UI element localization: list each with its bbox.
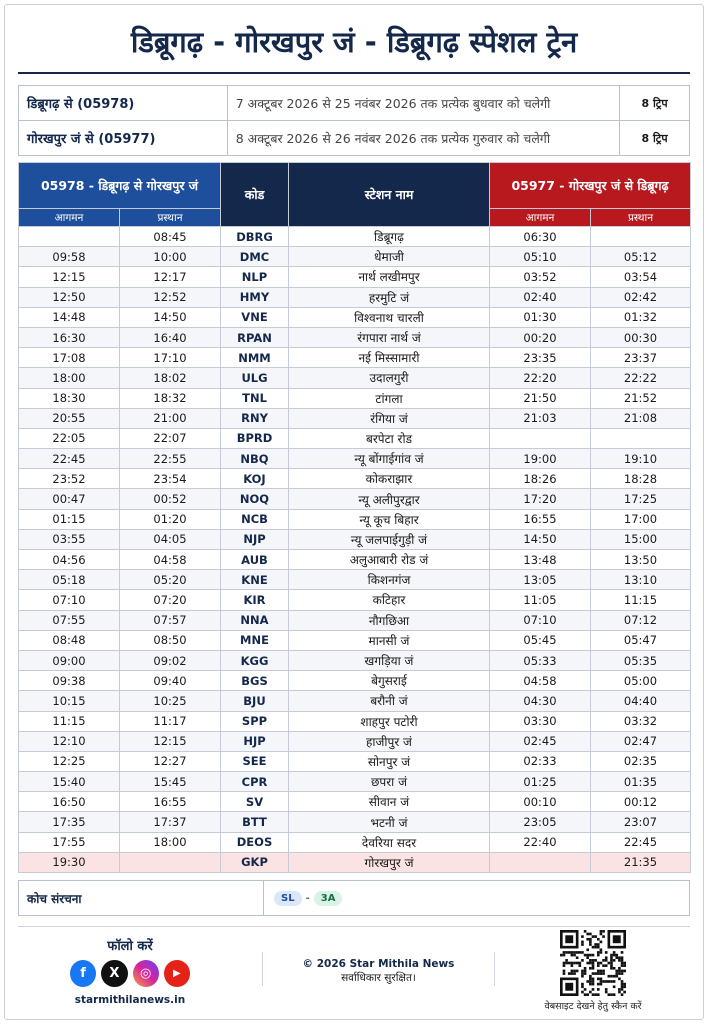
- arrival-header: आगमन: [490, 209, 591, 227]
- arrival-time: 11:05: [490, 590, 591, 610]
- station-name: न्यू कूच बिहार: [289, 509, 490, 529]
- station-code: DBRG: [221, 227, 289, 247]
- arrival-time: 21:03: [490, 408, 591, 428]
- departure-time: 04:58: [120, 550, 221, 570]
- departure-time: [591, 428, 691, 448]
- table-row: [19, 348, 691, 368]
- arrival-header: आगमन: [19, 209, 120, 227]
- station-code: BGS: [221, 671, 289, 691]
- station-name: रंगपारा नार्थ जं: [289, 327, 490, 347]
- station-name: कोकराझार: [289, 469, 490, 489]
- arrival-time: 08:48: [19, 630, 120, 650]
- arrival-time: 02:40: [490, 287, 591, 307]
- arrival-time: 05:45: [490, 630, 591, 650]
- station-code: CPR: [221, 772, 289, 792]
- footer-divider: [18, 926, 690, 927]
- departure-time: 04:40: [591, 691, 691, 711]
- qr-code-icon[interactable]: [560, 930, 626, 996]
- arrival-time: 18:30: [19, 388, 120, 408]
- station-code: AUB: [221, 550, 289, 570]
- rights-text: सर्वाधिकार सुरक्षित।: [341, 972, 416, 984]
- departure-time: 07:12: [591, 610, 691, 630]
- arrival-time: 22:05: [19, 428, 120, 448]
- station-code: KOJ: [221, 469, 289, 489]
- departure-time: 02:47: [591, 731, 691, 751]
- station-code: MNE: [221, 630, 289, 650]
- arrival-time: 07:10: [19, 590, 120, 610]
- station-name: नई मिस्सामारी: [289, 348, 490, 368]
- station-name: न्यू जलपाईगुड़ी जं: [289, 529, 490, 549]
- departure-time: 17:10: [120, 348, 221, 368]
- timetable: [18, 162, 691, 873]
- page-title: डिब्रूगढ़ - गोरखपुर जं - डिब्रूगढ़ स्पेशल ट्रेन: [130, 25, 578, 59]
- arrival-time: 10:15: [19, 691, 120, 711]
- departure-time: 11:17: [120, 711, 221, 731]
- station-code: HMY: [221, 287, 289, 307]
- info-label: गोरखपुर जं से (05977): [19, 121, 228, 156]
- station-code: SPP: [221, 711, 289, 731]
- arrival-time: 11:15: [19, 711, 120, 731]
- departure-time: 05:20: [120, 570, 221, 590]
- departure-time: 02:35: [591, 751, 691, 771]
- station-name: किशनगंज: [289, 570, 490, 590]
- arrival-time: 09:00: [19, 650, 120, 670]
- departure-time: 22:55: [120, 449, 221, 469]
- arrival-time: 12:10: [19, 731, 120, 751]
- departure-header: प्रस्थान: [591, 209, 691, 227]
- departure-time: 23:37: [591, 348, 691, 368]
- arrival-time: 12:50: [19, 287, 120, 307]
- departure-time: [120, 852, 221, 872]
- departure-time: 17:00: [591, 509, 691, 529]
- station-code: NLP: [221, 267, 289, 287]
- table-row: [19, 388, 691, 408]
- arrival-time: 04:56: [19, 550, 120, 570]
- qr-section: [530, 930, 656, 1012]
- station-code: SEE: [221, 751, 289, 771]
- departure-time: 08:50: [120, 630, 221, 650]
- arrival-time: [490, 852, 591, 872]
- station-code: KIR: [221, 590, 289, 610]
- departure-time: 09:02: [120, 650, 221, 670]
- table-row: [19, 227, 691, 247]
- station-code: ULG: [221, 368, 289, 388]
- station-name: खगड़िया जं: [289, 650, 490, 670]
- arrival-time: [19, 227, 120, 247]
- table-row: [19, 550, 691, 570]
- arrival-time: 16:30: [19, 327, 120, 347]
- info-description: 7 अक्टूबर 2026 से 25 नवंबर 2026 तक प्रत्येक बुधवार को चलेगी: [227, 86, 619, 121]
- station-name: विश्वनाथ चारली: [289, 307, 490, 327]
- departure-time: 23:07: [591, 812, 691, 832]
- station-name: छपरा जं: [289, 772, 490, 792]
- table-row: [19, 731, 691, 751]
- station-name: बरौनी जं: [289, 691, 490, 711]
- station-name: न्यू बोंगाईगांव जं: [289, 449, 490, 469]
- table-row: [19, 307, 691, 327]
- arrival-time: 22:40: [490, 832, 591, 852]
- table-row: [19, 772, 691, 792]
- arrival-time: 03:55: [19, 529, 120, 549]
- departure-time: 17:25: [591, 489, 691, 509]
- departure-time: 09:40: [120, 671, 221, 691]
- arrival-time: 17:08: [19, 348, 120, 368]
- departure-time: 03:54: [591, 267, 691, 287]
- departure-time: 05:00: [591, 671, 691, 691]
- station-name: सोनपुर जं: [289, 751, 490, 771]
- departure-time: 15:00: [591, 529, 691, 549]
- qr-caption: वेबसाइट देखने हेतु स्कैन करें: [544, 1001, 642, 1012]
- train-05977-header: 05977 - गोरखपुर जं से डिब्रूगढ़: [490, 163, 691, 209]
- station-name: बेगुसराई: [289, 671, 490, 691]
- follow-section: [70, 936, 190, 1006]
- arrival-time: 12:15: [19, 267, 120, 287]
- departure-time: 18:00: [120, 832, 221, 852]
- departure-time: 21:52: [591, 388, 691, 408]
- departure-time: 21:35: [591, 852, 691, 872]
- coach-class-badge: 3A: [314, 891, 343, 906]
- station-code: NBQ: [221, 449, 289, 469]
- station-code: NOQ: [221, 489, 289, 509]
- arrival-time: 05:18: [19, 570, 120, 590]
- station-code: RPAN: [221, 327, 289, 347]
- arrival-time: 09:58: [19, 247, 120, 267]
- station-code: BJU: [221, 691, 289, 711]
- departure-time: 01:20: [120, 509, 221, 529]
- departure-time: 23:54: [120, 469, 221, 489]
- departure-time: 12:15: [120, 731, 221, 751]
- departure-header: प्रस्थान: [120, 209, 221, 227]
- table-row: [19, 812, 691, 832]
- coach-composition: [18, 880, 690, 916]
- station-code: VNE: [221, 307, 289, 327]
- station-name: धेमाजी: [289, 247, 490, 267]
- departure-time: 21:08: [591, 408, 691, 428]
- departure-time: 07:57: [120, 610, 221, 630]
- social-links: [70, 960, 190, 987]
- x-icon[interactable]: X: [101, 960, 127, 987]
- footer-vertical-divider: [494, 952, 495, 986]
- arrival-time: 03:30: [490, 711, 591, 731]
- arrival-time: 23:52: [19, 469, 120, 489]
- departure-time: 00:12: [591, 792, 691, 812]
- station-code: BPRD: [221, 428, 289, 448]
- station-code: BTT: [221, 812, 289, 832]
- station-code: KGG: [221, 650, 289, 670]
- departure-time: 02:42: [591, 287, 691, 307]
- copyright-block: [263, 957, 494, 985]
- station-name: सीवान जं: [289, 792, 490, 812]
- table-row: [19, 327, 691, 347]
- info-label: डिब्रूगढ़ से (05978): [19, 86, 228, 121]
- arrival-time: 17:55: [19, 832, 120, 852]
- table-row: [19, 489, 691, 509]
- table-row: [19, 428, 691, 448]
- departure-time: 16:40: [120, 327, 221, 347]
- station-code: KNE: [221, 570, 289, 590]
- arrival-time: 00:47: [19, 489, 120, 509]
- station-name: बरपेटा रोड: [289, 428, 490, 448]
- arrival-time: 18:00: [19, 368, 120, 388]
- table-row: [19, 610, 691, 630]
- departure-time: 22:22: [591, 368, 691, 388]
- departure-time: 13:50: [591, 550, 691, 570]
- title-divider: [18, 72, 690, 74]
- departure-time: 18:28: [591, 469, 691, 489]
- arrival-time: 04:30: [490, 691, 591, 711]
- arrival-time: 23:05: [490, 812, 591, 832]
- departure-time: 01:35: [591, 772, 691, 792]
- departure-time: 22:07: [120, 428, 221, 448]
- departure-time: 12:27: [120, 751, 221, 771]
- departure-time: 10:25: [120, 691, 221, 711]
- station-name: देवरिया सदर: [289, 832, 490, 852]
- info-row: [19, 86, 690, 121]
- table-row: [19, 408, 691, 428]
- timetable-body: [19, 227, 691, 873]
- departure-time: 17:37: [120, 812, 221, 832]
- arrival-time: 01:30: [490, 307, 591, 327]
- table-row: [19, 671, 691, 691]
- departure-time: 00:52: [120, 489, 221, 509]
- station-name: डिब्रूगढ़: [289, 227, 490, 247]
- departure-time: 01:32: [591, 307, 691, 327]
- arrival-time: 01:25: [490, 772, 591, 792]
- arrival-time: 05:10: [490, 247, 591, 267]
- arrival-time: 17:20: [490, 489, 591, 509]
- station-name: टांगला: [289, 388, 490, 408]
- arrival-time: 16:55: [490, 509, 591, 529]
- website-link[interactable]: starmithilanews.in: [74, 994, 186, 1006]
- table-row: [19, 751, 691, 771]
- table-row: [19, 711, 691, 731]
- table-row: [19, 287, 691, 307]
- departure-time: 03:32: [591, 711, 691, 731]
- departure-time: 19:10: [591, 449, 691, 469]
- arrival-time: 13:48: [490, 550, 591, 570]
- station-name: उदालगुरी: [289, 368, 490, 388]
- station-code: DMC: [221, 247, 289, 267]
- copyright-text: © 2026 Star Mithila News: [302, 958, 455, 970]
- station-name: नौगछिआ: [289, 610, 490, 630]
- table-row: [19, 529, 691, 549]
- table-row: [19, 630, 691, 650]
- arrival-time: 21:50: [490, 388, 591, 408]
- departure-time: 13:10: [591, 570, 691, 590]
- arrival-time: 14:50: [490, 529, 591, 549]
- table-row: [19, 570, 691, 590]
- arrival-time: 22:45: [19, 449, 120, 469]
- coach-classes: [264, 891, 342, 906]
- arrival-time: 12:25: [19, 751, 120, 771]
- arrival-time: 02:45: [490, 731, 591, 751]
- station-name: नार्थ लखीमपुर: [289, 267, 490, 287]
- schedule-info-table: [18, 85, 690, 156]
- table-row: [19, 449, 691, 469]
- code-header: कोड: [221, 163, 289, 227]
- arrival-time: 22:20: [490, 368, 591, 388]
- departure-time: 12:17: [120, 267, 221, 287]
- departure-time: 10:00: [120, 247, 221, 267]
- arrival-time: 05:33: [490, 650, 591, 670]
- arrival-time: 20:55: [19, 408, 120, 428]
- station-name: शाहपुर पटोरी: [289, 711, 490, 731]
- info-trips: 8 ट्रिप: [620, 86, 690, 121]
- arrival-time: 14:48: [19, 307, 120, 327]
- departure-time: 16:55: [120, 792, 221, 812]
- table-row: [19, 509, 691, 529]
- arrival-time: 23:35: [490, 348, 591, 368]
- arrival-time: 07:10: [490, 610, 591, 630]
- table-row: [19, 267, 691, 287]
- station-code: HJP: [221, 731, 289, 751]
- arrival-time: 03:52: [490, 267, 591, 287]
- info-description: 8 अक्टूबर 2026 से 26 नवंबर 2026 तक प्रत्येक गुरुवार को चलेगी: [227, 121, 619, 156]
- table-row: [19, 852, 691, 872]
- instagram-icon[interactable]: ◎: [133, 960, 159, 987]
- departure-time: 18:02: [120, 368, 221, 388]
- departure-time: 00:30: [591, 327, 691, 347]
- station-code: SV: [221, 792, 289, 812]
- arrival-time: 06:30: [490, 227, 591, 247]
- arrival-time: 15:40: [19, 772, 120, 792]
- table-row: [19, 792, 691, 812]
- departure-time: [591, 227, 691, 247]
- station-name: अलुआबारी रोड जं: [289, 550, 490, 570]
- station-code: RNY: [221, 408, 289, 428]
- table-row: [19, 247, 691, 267]
- arrival-time: 00:20: [490, 327, 591, 347]
- arrival-time: 09:38: [19, 671, 120, 691]
- departure-time: 18:32: [120, 388, 221, 408]
- arrival-time: 01:15: [19, 509, 120, 529]
- facebook-icon[interactable]: f: [70, 960, 96, 987]
- arrival-time: 13:05: [490, 570, 591, 590]
- arrival-time: 19:30: [19, 852, 120, 872]
- station-code: NMM: [221, 348, 289, 368]
- departure-time: 07:20: [120, 590, 221, 610]
- follow-label: फॉलो करें: [107, 939, 153, 954]
- departure-time: 15:45: [120, 772, 221, 792]
- arrival-time: 04:58: [490, 671, 591, 691]
- table-row: [19, 590, 691, 610]
- station-name: गोरखपुर जं: [289, 852, 490, 872]
- departure-time: 22:45: [591, 832, 691, 852]
- station-name: कटिहार: [289, 590, 490, 610]
- coach-class-badge: SL: [274, 891, 302, 906]
- departure-time: 05:12: [591, 247, 691, 267]
- station-name: रंगिया जं: [289, 408, 490, 428]
- coach-label: कोच संरचना: [19, 881, 264, 915]
- station-code: GKP: [221, 852, 289, 872]
- departure-time: 12:52: [120, 287, 221, 307]
- station-code: NCB: [221, 509, 289, 529]
- arrival-time: 19:00: [490, 449, 591, 469]
- arrival-time: 07:55: [19, 610, 120, 630]
- table-row: [19, 691, 691, 711]
- arrival-time: 16:50: [19, 792, 120, 812]
- arrival-time: 00:10: [490, 792, 591, 812]
- departure-time: 05:35: [591, 650, 691, 670]
- departure-time: 14:50: [120, 307, 221, 327]
- departure-time: 04:05: [120, 529, 221, 549]
- station-name: हाजीपुर जं: [289, 731, 490, 751]
- departure-time: 05:47: [591, 630, 691, 650]
- station-code: NNA: [221, 610, 289, 630]
- station-header: स्टेशन नाम: [289, 163, 490, 227]
- table-row: [19, 650, 691, 670]
- arrival-time: 02:33: [490, 751, 591, 771]
- arrival-time: 18:26: [490, 469, 591, 489]
- table-row: [19, 469, 691, 489]
- table-row: [19, 832, 691, 852]
- table-row: [19, 368, 691, 388]
- youtube-icon[interactable]: ▶: [164, 960, 190, 987]
- station-name: हरमुटि जं: [289, 287, 490, 307]
- info-row: [19, 121, 690, 156]
- station-code: TNL: [221, 388, 289, 408]
- station-code: DEOS: [221, 832, 289, 852]
- info-trips: 8 ट्रिप: [620, 121, 690, 156]
- arrival-time: 17:35: [19, 812, 120, 832]
- train-05978-header: 05978 - डिब्रूगढ़ से गोरखपुर जं: [19, 163, 221, 209]
- coach-separator: -: [305, 892, 310, 904]
- departure-time: 11:15: [591, 590, 691, 610]
- station-name: न्यू अलीपुरद्वार: [289, 489, 490, 509]
- departure-time: 21:00: [120, 408, 221, 428]
- station-code: NJP: [221, 529, 289, 549]
- departure-time: 08:45: [120, 227, 221, 247]
- station-name: मानसी जं: [289, 630, 490, 650]
- station-name: भटनी जं: [289, 812, 490, 832]
- arrival-time: [490, 428, 591, 448]
